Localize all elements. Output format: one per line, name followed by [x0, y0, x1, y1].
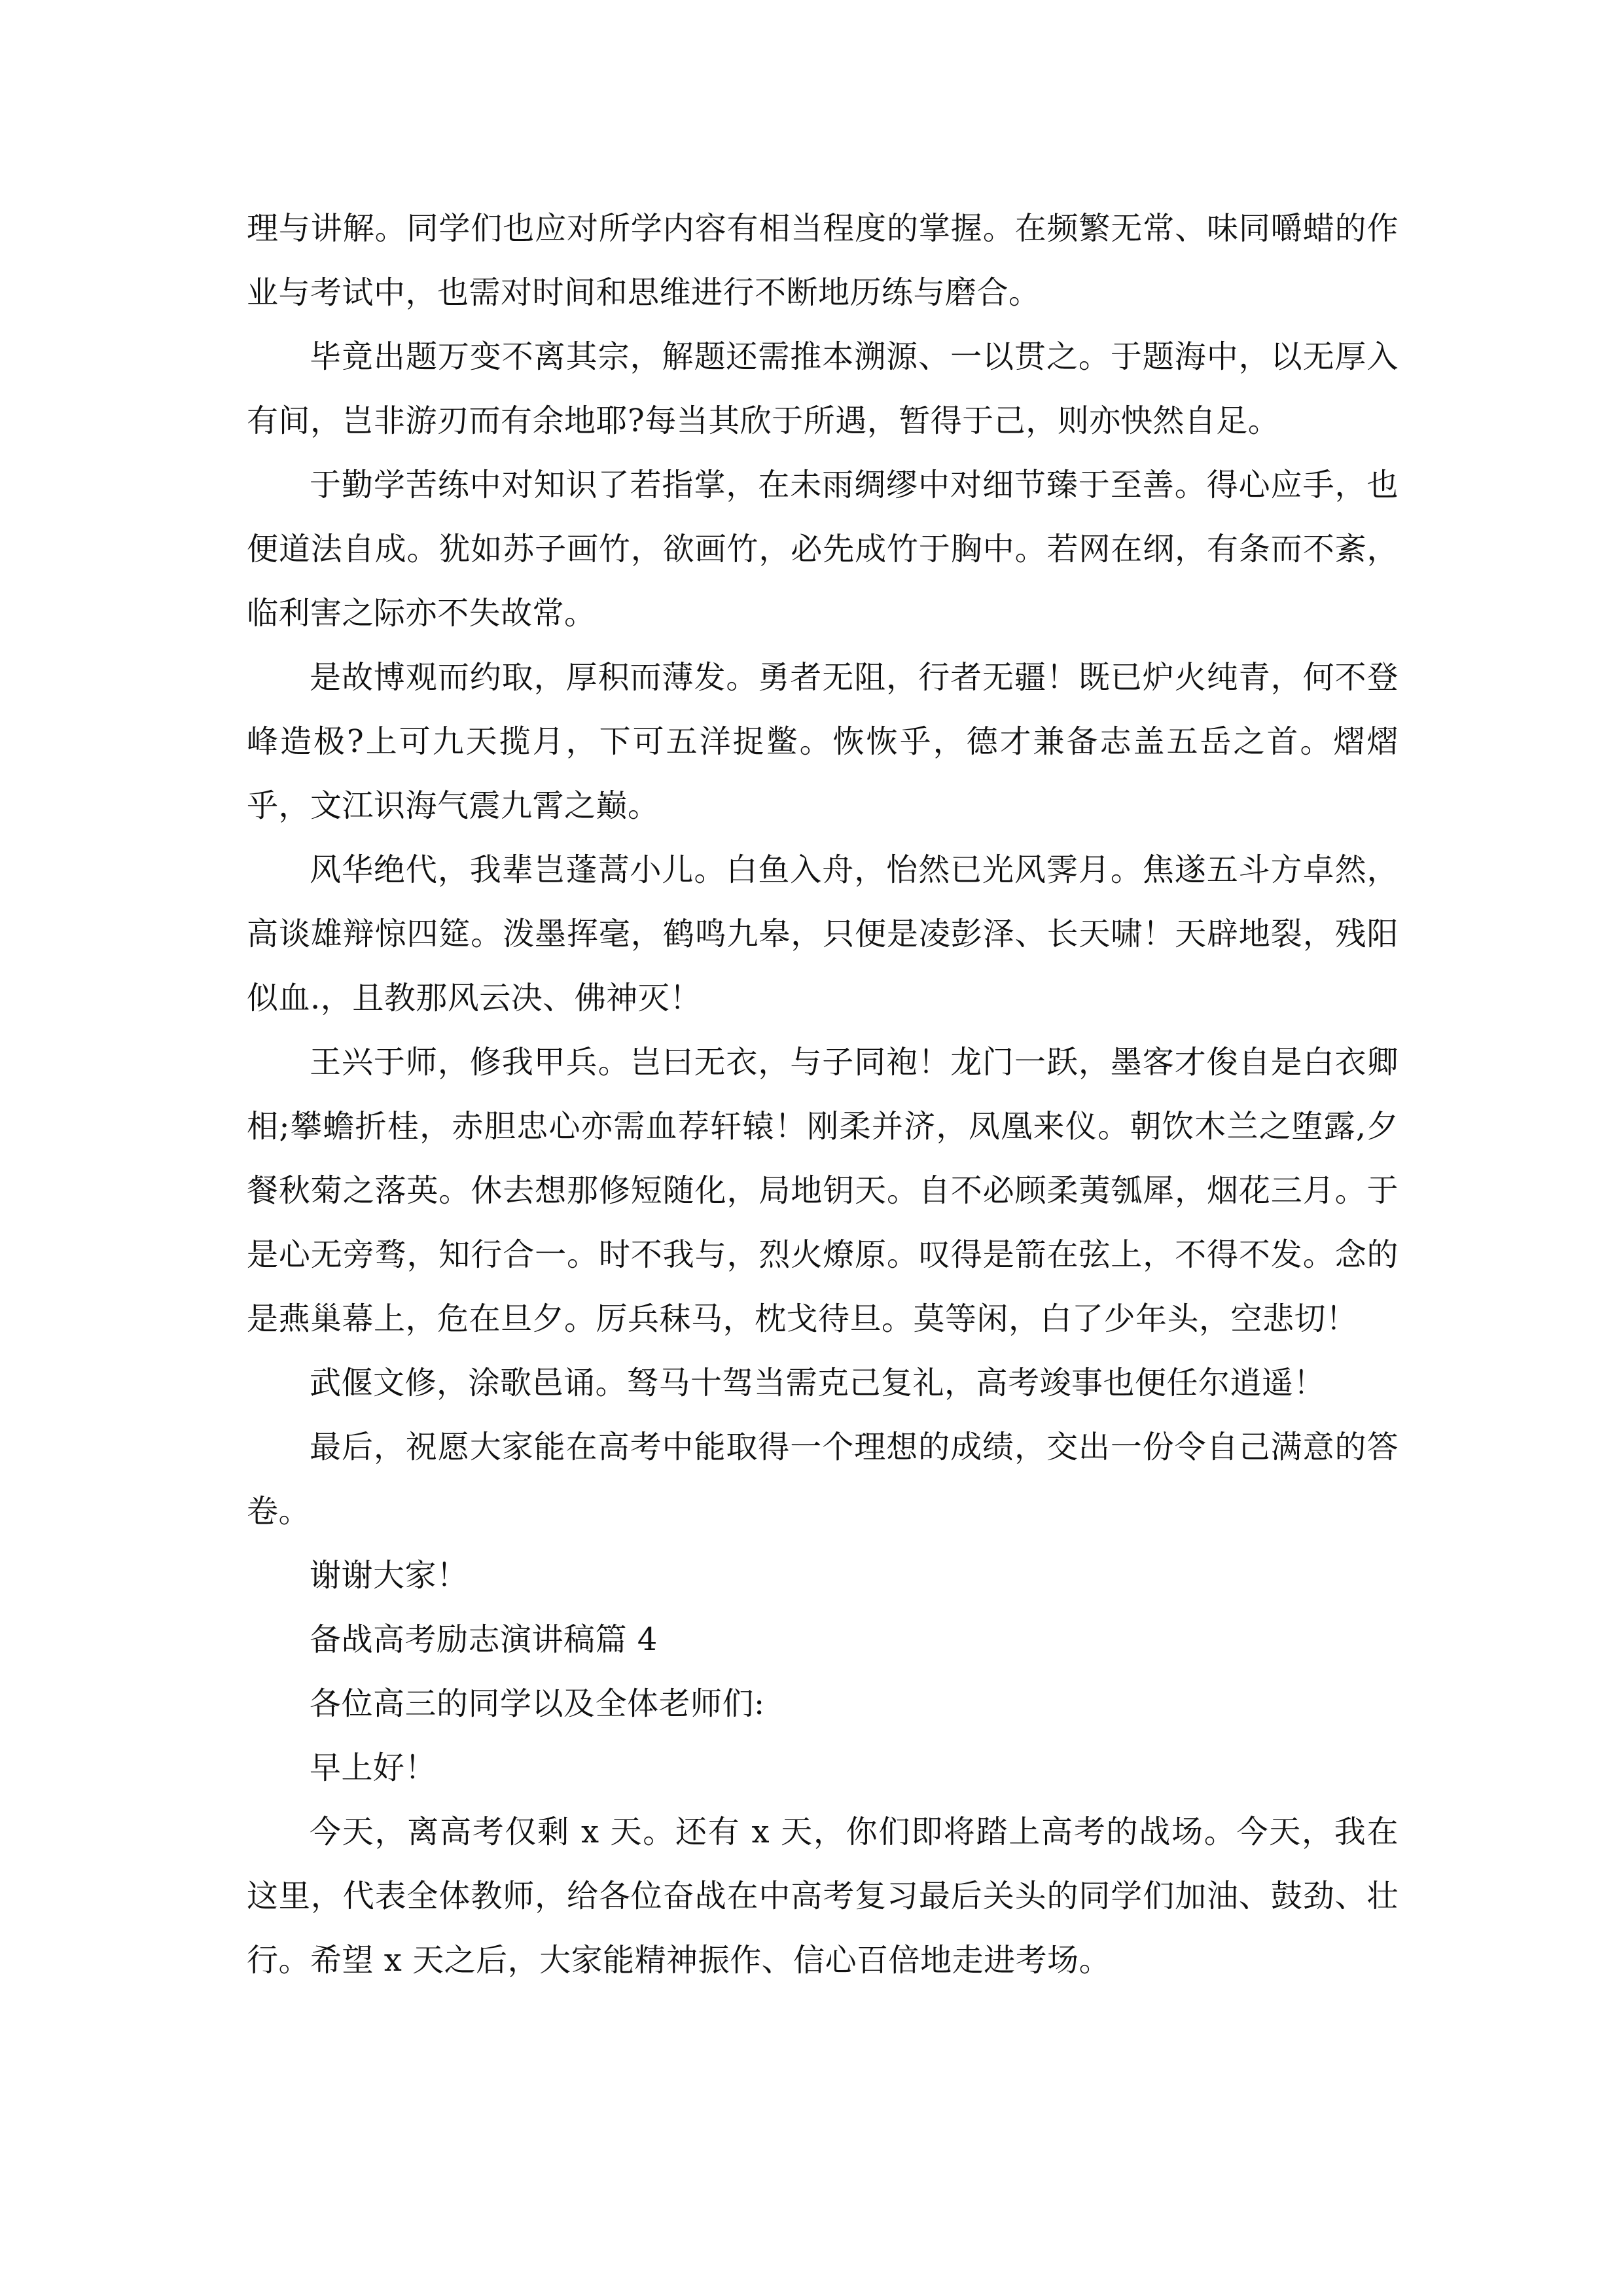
paragraph: 今天，离高考仅剩 x 天。还有 x 天，你们即将踏上高考的战场。今天，我在这里，代表全体教师，给各位奋战在中高考复习最后关头的同学们加油、鼓劲、壮行。希望 x 天之后，大家能精神振作、信心百倍地走进考场。: [247, 1814, 1399, 1979]
closing-thanks: 谢谢大家！: [310, 1557, 469, 1594]
paragraph: 最后，祝愿大家能在高考中能取得一个理想的成绩，交出一份令自己满意的答卷。: [247, 1429, 1399, 1530]
section-heading: 备战高考励志演讲稿篇 4: [310, 1621, 658, 1658]
paragraph: 王兴于师，修我甲兵。岂曰无衣，与子同袍！龙门一跃，墨客才俊自是白衣卿相;攀蟾折桂，赤胆忠心亦需血荐轩辕！刚柔并济，凤凰来仪。朝饮木兰之堕露,夕餐秋菊之落英。休去想那修短随化，局地钥天。自不必顾柔荑瓠犀，烟花三月。于是心无旁骛，知行合一。时不我与，烈火燎原。叹得是箭在弦上，不得不发。念的是燕巢幕上，危在旦夕。厉兵秣马，枕戈待旦。莫等闲，白了少年头，空悲切！: [247, 1044, 1399, 1337]
paragraph: 武偃文修，涂歌邑诵。驽马十驾当需克己复礼，高考竣事也便任尔逍遥！: [310, 1365, 1326, 1401]
salutation: 各位高三的同学以及全体老师们:: [310, 1685, 765, 1722]
paragraph: 风华绝代，我辈岂蓬蒿小儿。白鱼入舟，怡然已光风霁月。焦遂五斗方卓然，高谈雄辩惊四筵。泼墨挥毫，鹤鸣九皋，只便是凌彭泽、长天啸！天辟地裂，残阳似血.，且教那风云决、佛神灭！: [247, 852, 1399, 1016]
document-body: [247, 196, 1399, 1992]
paragraph: 是故博观而约取，厚积而薄发。勇者无阻，行者无疆！既已炉火纯青，何不登峰造极?上可九天揽月，下可五洋捉鳖。恢恢乎，德才兼备志盖五岳之首。熠熠乎，文江识海气震九霄之巅。: [247, 659, 1399, 824]
paragraph-continued: 理与讲解。同学们也应对所学内容有相当程度的掌握。在频繁无常、味同嚼蜡的作业与考试中，也需对时间和思维进行不断地历练与磨合。: [247, 210, 1399, 311]
paragraph: 于勤学苦练中对知识了若指掌，在未雨绸缪中对细节臻于至善。得心应手，也便道法自成。犹如苏子画竹，欲画竹，必先成竹于胸中。若网在纲，有条而不紊，临利害之际亦不失故常。: [247, 467, 1399, 632]
paragraph: 毕竟出题万变不离其宗，解题还需推本溯源、一以贯之。于题海中，以无厚入有间，岂非游刃而有余地耶?每当其欣于所遇，暂得于己，则亦怏然自足。: [247, 338, 1399, 439]
greeting: 早上好！: [310, 1749, 437, 1786]
